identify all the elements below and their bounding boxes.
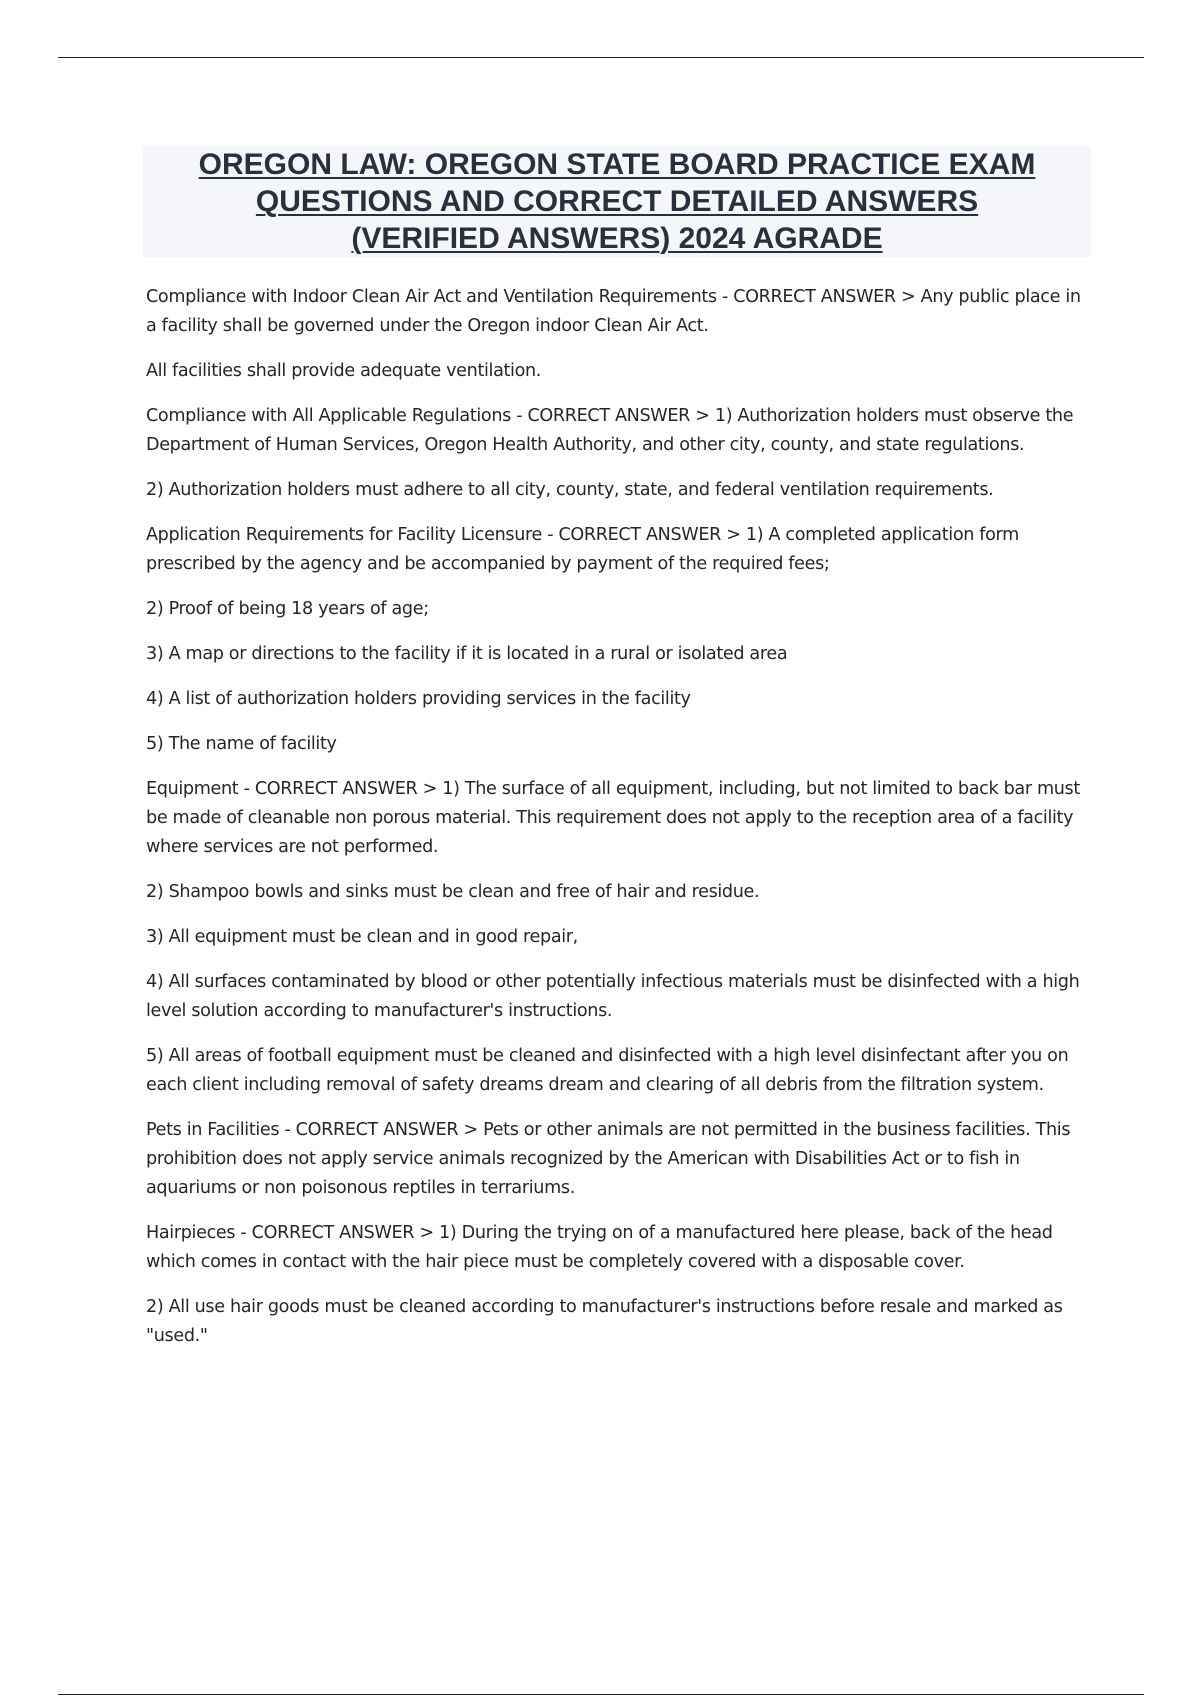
paragraph: Application Requirements for Facility Licensure - CORRECT ANSWER > 1) A completed application form prescribed by the agency and be accompanied by payment of the required fees; (146, 525, 1019, 574)
top-rule (58, 57, 1144, 58)
title-line: OREGON LAW: OREGON STATE BOARD PRACTICE EXAM (198, 148, 1036, 181)
paragraph: All facilities shall provide adequate ventilation. (146, 361, 542, 381)
paragraph: Compliance with All Applicable Regulations - CORRECT ANSWER > 1) Authorization holders must observe the Department of Human Services, Oregon Health Authority, and other city, county, and state regulations. (146, 406, 1074, 455)
paragraph: Pets in Facilities - CORRECT ANSWER > Pets or other animals are not permitted in the business facilities. This prohibition does not apply service animals recognized by the American with Disabilities Act or to fish in aquariums or non poisonous reptiles in terrariums. (146, 1120, 1071, 1198)
paragraph: 2) Proof of being 18 years of age; (146, 599, 429, 619)
paragraph: 5) The name of facility (146, 734, 337, 754)
paragraph: 2) All use hair goods must be cleaned according to manufacturer's instructions before resale and marked as "used." (146, 1297, 1063, 1346)
paragraph: 2) Shampoo bowls and sinks must be clean and free of hair and residue. (146, 882, 760, 902)
paragraph: 3) A map or directions to the facility if it is located in a rural or isolated area (146, 644, 788, 664)
paragraph: 4) All surfaces contaminated by blood or other potentially infectious materials must be disinfected with a high level solution according to manufacturer's instructions. (146, 972, 1080, 1021)
paragraph: Hairpieces - CORRECT ANSWER > 1) During the trying on of a manufactured here please, back of the head which comes in contact with the hair piece must be completely covered with a disposable cover. (146, 1223, 1053, 1272)
title-line: (VERIFIED ANSWERS) 2024 AGRADE (351, 222, 883, 255)
paragraph: 4) A list of authorization holders providing services in the facility (146, 689, 691, 709)
paragraph: 5) All areas of football equipment must be cleaned and disinfected with a high level disinfectant after you on each client including removal of safety dreams dream and clearing of all debris from the filtration system. (146, 1046, 1069, 1095)
paragraph: 2) Authorization holders must adhere to all city, county, state, and federal ventilation requirements. (146, 480, 994, 500)
paragraph: Equipment - CORRECT ANSWER > 1) The surface of all equipment, including, but not limited to back bar must be made of cleanable non porous material. This requirement does not apply to the reception area of a facility where services are not performed. (146, 779, 1080, 857)
title-line: QUESTIONS AND CORRECT DETAILED ANSWERS (255, 185, 979, 218)
paragraph: Compliance with Indoor Clean Air Act and Ventilation Requirements - CORRECT ANSWER > Any public place in a facility shall be governed under the Oregon indoor Clean Air Act. (146, 287, 1081, 336)
document-title (143, 146, 1091, 257)
document-body (146, 283, 1092, 1367)
bottom-rule (58, 1694, 1144, 1695)
paragraph: 3) All equipment must be clean and in good repair, (146, 927, 578, 947)
